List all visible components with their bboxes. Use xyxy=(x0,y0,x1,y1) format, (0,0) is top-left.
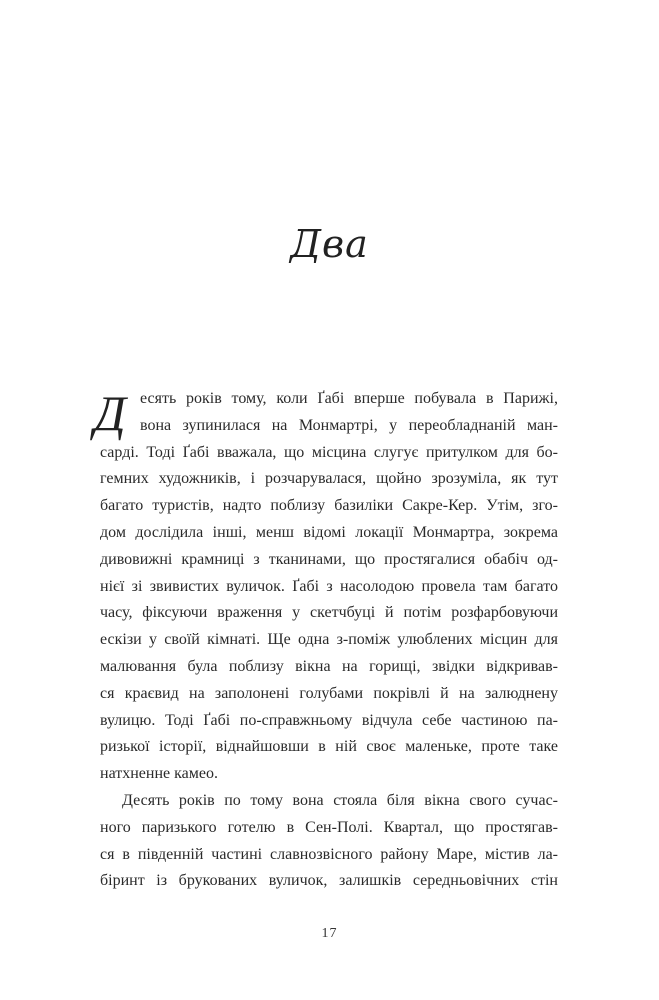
text-line: натхненне камео. xyxy=(100,765,218,783)
text-line: ескізи у своїй кімнаті. Ще одна з-поміж улюблених місцин для xyxy=(100,631,558,649)
text-line: часу, фіксуючи враження у скетчбуці й потім розфарбовуючи xyxy=(100,604,558,622)
text-line: малювання була поблизу вікна на горищі, звідки відкривав- xyxy=(100,657,558,675)
text-line: гемних художників, і розчарувалася, щойно зрозуміла, як тут xyxy=(100,470,558,488)
text-line: вулицю. Тоді Ґабі по-справжньому відчула себе частиною па- xyxy=(100,711,558,729)
text-line: біринт із брукованих вуличок, залишків середньовічних стін xyxy=(100,872,558,890)
chapter-title: Два xyxy=(290,222,369,266)
text-line: дивовижні крамниці з тканинами, що простягалися обабіч од- xyxy=(100,550,558,568)
text-line: Десять років по тому вона стояла біля вікна свого сучас- xyxy=(122,791,558,809)
text-line: нієї зі звивистих вуличок. Ґабі з насолодою провела там багато xyxy=(100,577,558,595)
body-text xyxy=(94,385,558,895)
page-number: 17 xyxy=(321,926,338,941)
text-line: есять років тому, коли Ґабі вперше побувала в Парижі, xyxy=(140,390,558,407)
text-line: вона зупинилася на Монмартрі, у переобладнаній ман- xyxy=(140,416,558,434)
text-line: ризької історії, віднайшовши в ній своє маленьке, проте таке xyxy=(100,738,558,756)
text-line: ного паризького готелю в Сен-Полі. Квартал, що простягав- xyxy=(100,818,558,836)
text-line: ся в південній частині славнозвісного району Маре, містив ла- xyxy=(100,845,558,863)
text-line: багато туристів, надто поблизу базиліки Сакре-Кер. Утім, зго- xyxy=(100,497,558,515)
drop-cap: Д xyxy=(94,385,126,441)
text-line: дом дослідила інші, менш відомі локації Монмартра, зокрема xyxy=(100,523,558,541)
text-line: сарді. Тоді Ґабі вважала, що місцина слугує притулком для бо- xyxy=(100,443,558,461)
text-line: ся краєвид на заполонені голубами покрівлі й на залюднену xyxy=(100,684,558,702)
